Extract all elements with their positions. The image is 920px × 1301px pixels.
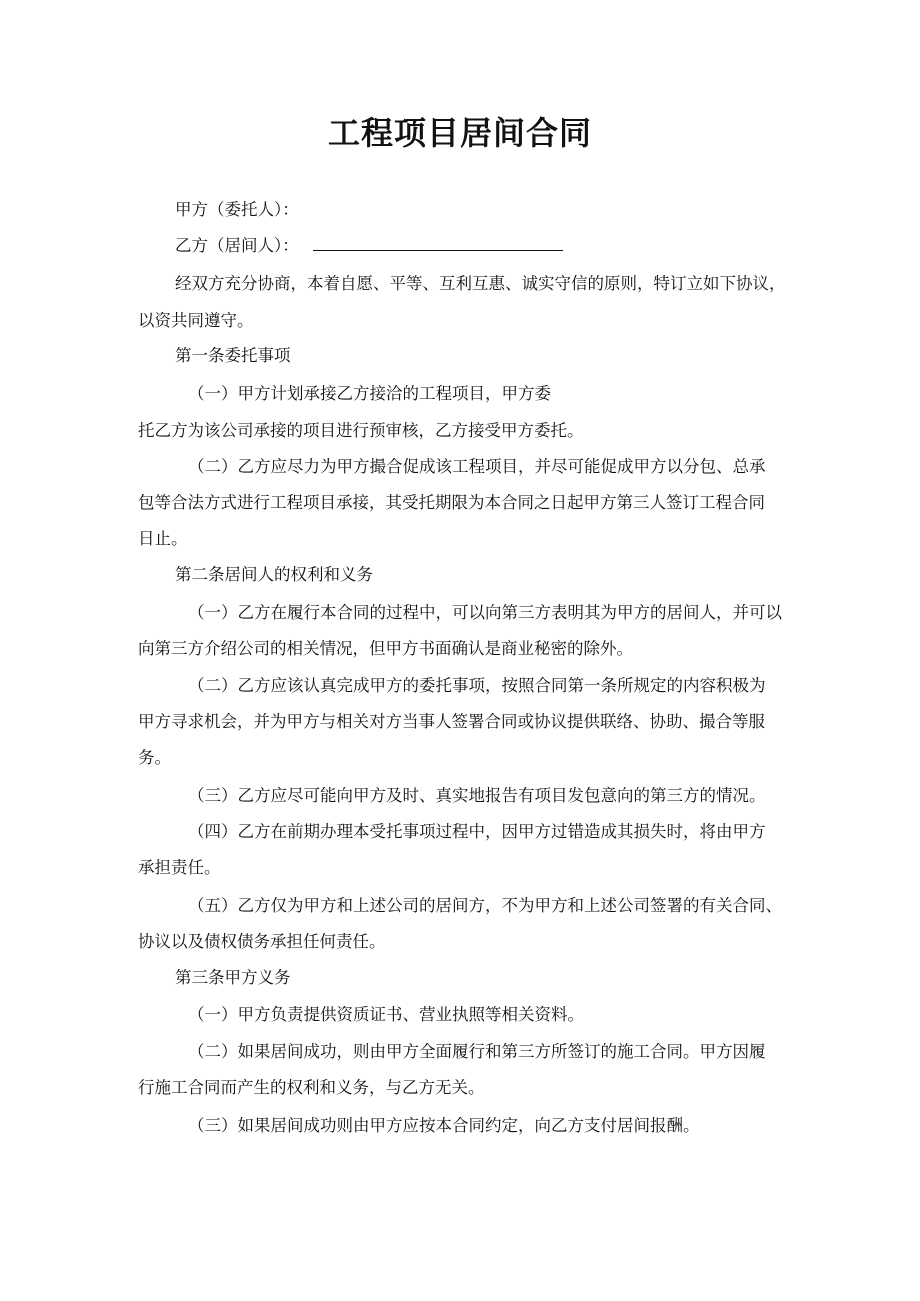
- article1-item2-line-3: 日止。: [138, 529, 188, 548]
- party-a-label: 甲方（委托人）：: [175, 200, 299, 219]
- party-b-label: 乙方（居间人）：: [175, 236, 299, 255]
- document-title: 工程项目居间合同: [327, 114, 592, 152]
- article2-item2-line-2: 甲方寻求机会，并为甲方与相关对方当事人签署合同或协议提供联络、协助、撮合等服: [138, 712, 765, 731]
- article2-item5-line-1: （五）乙方仅为甲方和上述公司的居间方，不为甲方和上述公司签署的有关合同、: [188, 896, 782, 915]
- article2-item2-line-1: （二）乙方应该认真完成甲方的委托事项，按照合同第一条所规定的内容积极为: [188, 676, 766, 695]
- article3-item2-line-1: （二）如果居间成功，则由甲方全面履行和第三方所签订的施工合同。甲方因履: [188, 1042, 766, 1061]
- article3-item3-line-1: （三）如果居间成功则由甲方应按本合同约定，向乙方支付居间报酬。: [188, 1116, 700, 1135]
- article2-item1-line-2: 向第三方介绍公司的相关情况，但甲方书面确认是商业秘密的除外。: [138, 639, 633, 658]
- article1-item2-line-2: 包等合法方式进行工程项目承接，其受托期限为本合同之日起甲方第三人签订工程合同: [138, 493, 765, 512]
- preamble-line-2: 以资共同遵守。: [138, 311, 254, 330]
- party-b-blank: [313, 234, 563, 251]
- article1-item2-line-1: （二）乙方应尽力为甲方撮合促成该工程项目，并尽可能促成甲方以分包、总承: [188, 457, 766, 476]
- article3-item1-line-1: （一）甲方负责提供资质证书、营业执照等相关资料。: [188, 1005, 584, 1024]
- article2-item4-line-2: 承担责任。: [138, 858, 221, 877]
- article3-heading: 第三条甲方义务: [175, 968, 291, 987]
- article2-item1-line-1: （一）乙方在履行本合同的过程中，可以向第三方表明其为甲方的居间人，并可以: [188, 603, 782, 622]
- preamble-line-1: 经双方充分协商，本着自愿、平等、互利互惠、诚实守信的原则，特订立如下协议，: [175, 274, 786, 293]
- article2-item4-line-1: （四）乙方在前期办理本受托事项过程中，因甲方过错造成其损失时，将由甲方: [188, 822, 766, 841]
- article3-item2-line-2: 行施工合同而产生的权利和义务，与乙方无关。: [138, 1078, 485, 1097]
- article2-item3-line-1: （三）乙方应尽可能向甲方及时、真实地报告有项目发包意向的第三方的情况。: [188, 786, 766, 805]
- article2-item2-line-3: 务。: [138, 748, 171, 767]
- article1-item1-line-1: （一）甲方计划承接乙方接洽的工程项目，甲方委: [188, 384, 551, 403]
- party-b-line: [175, 234, 563, 258]
- article2-item5-line-2: 协议以及债权债务承担任何责任。: [138, 932, 386, 951]
- article1-item1-line-2: 托乙方为该公司承接的项目进行预审核，乙方接受甲方委托。: [138, 421, 584, 440]
- article1-heading: 第一条委托事项: [175, 346, 291, 365]
- article2-heading: 第二条居间人的权利和义务: [175, 565, 373, 584]
